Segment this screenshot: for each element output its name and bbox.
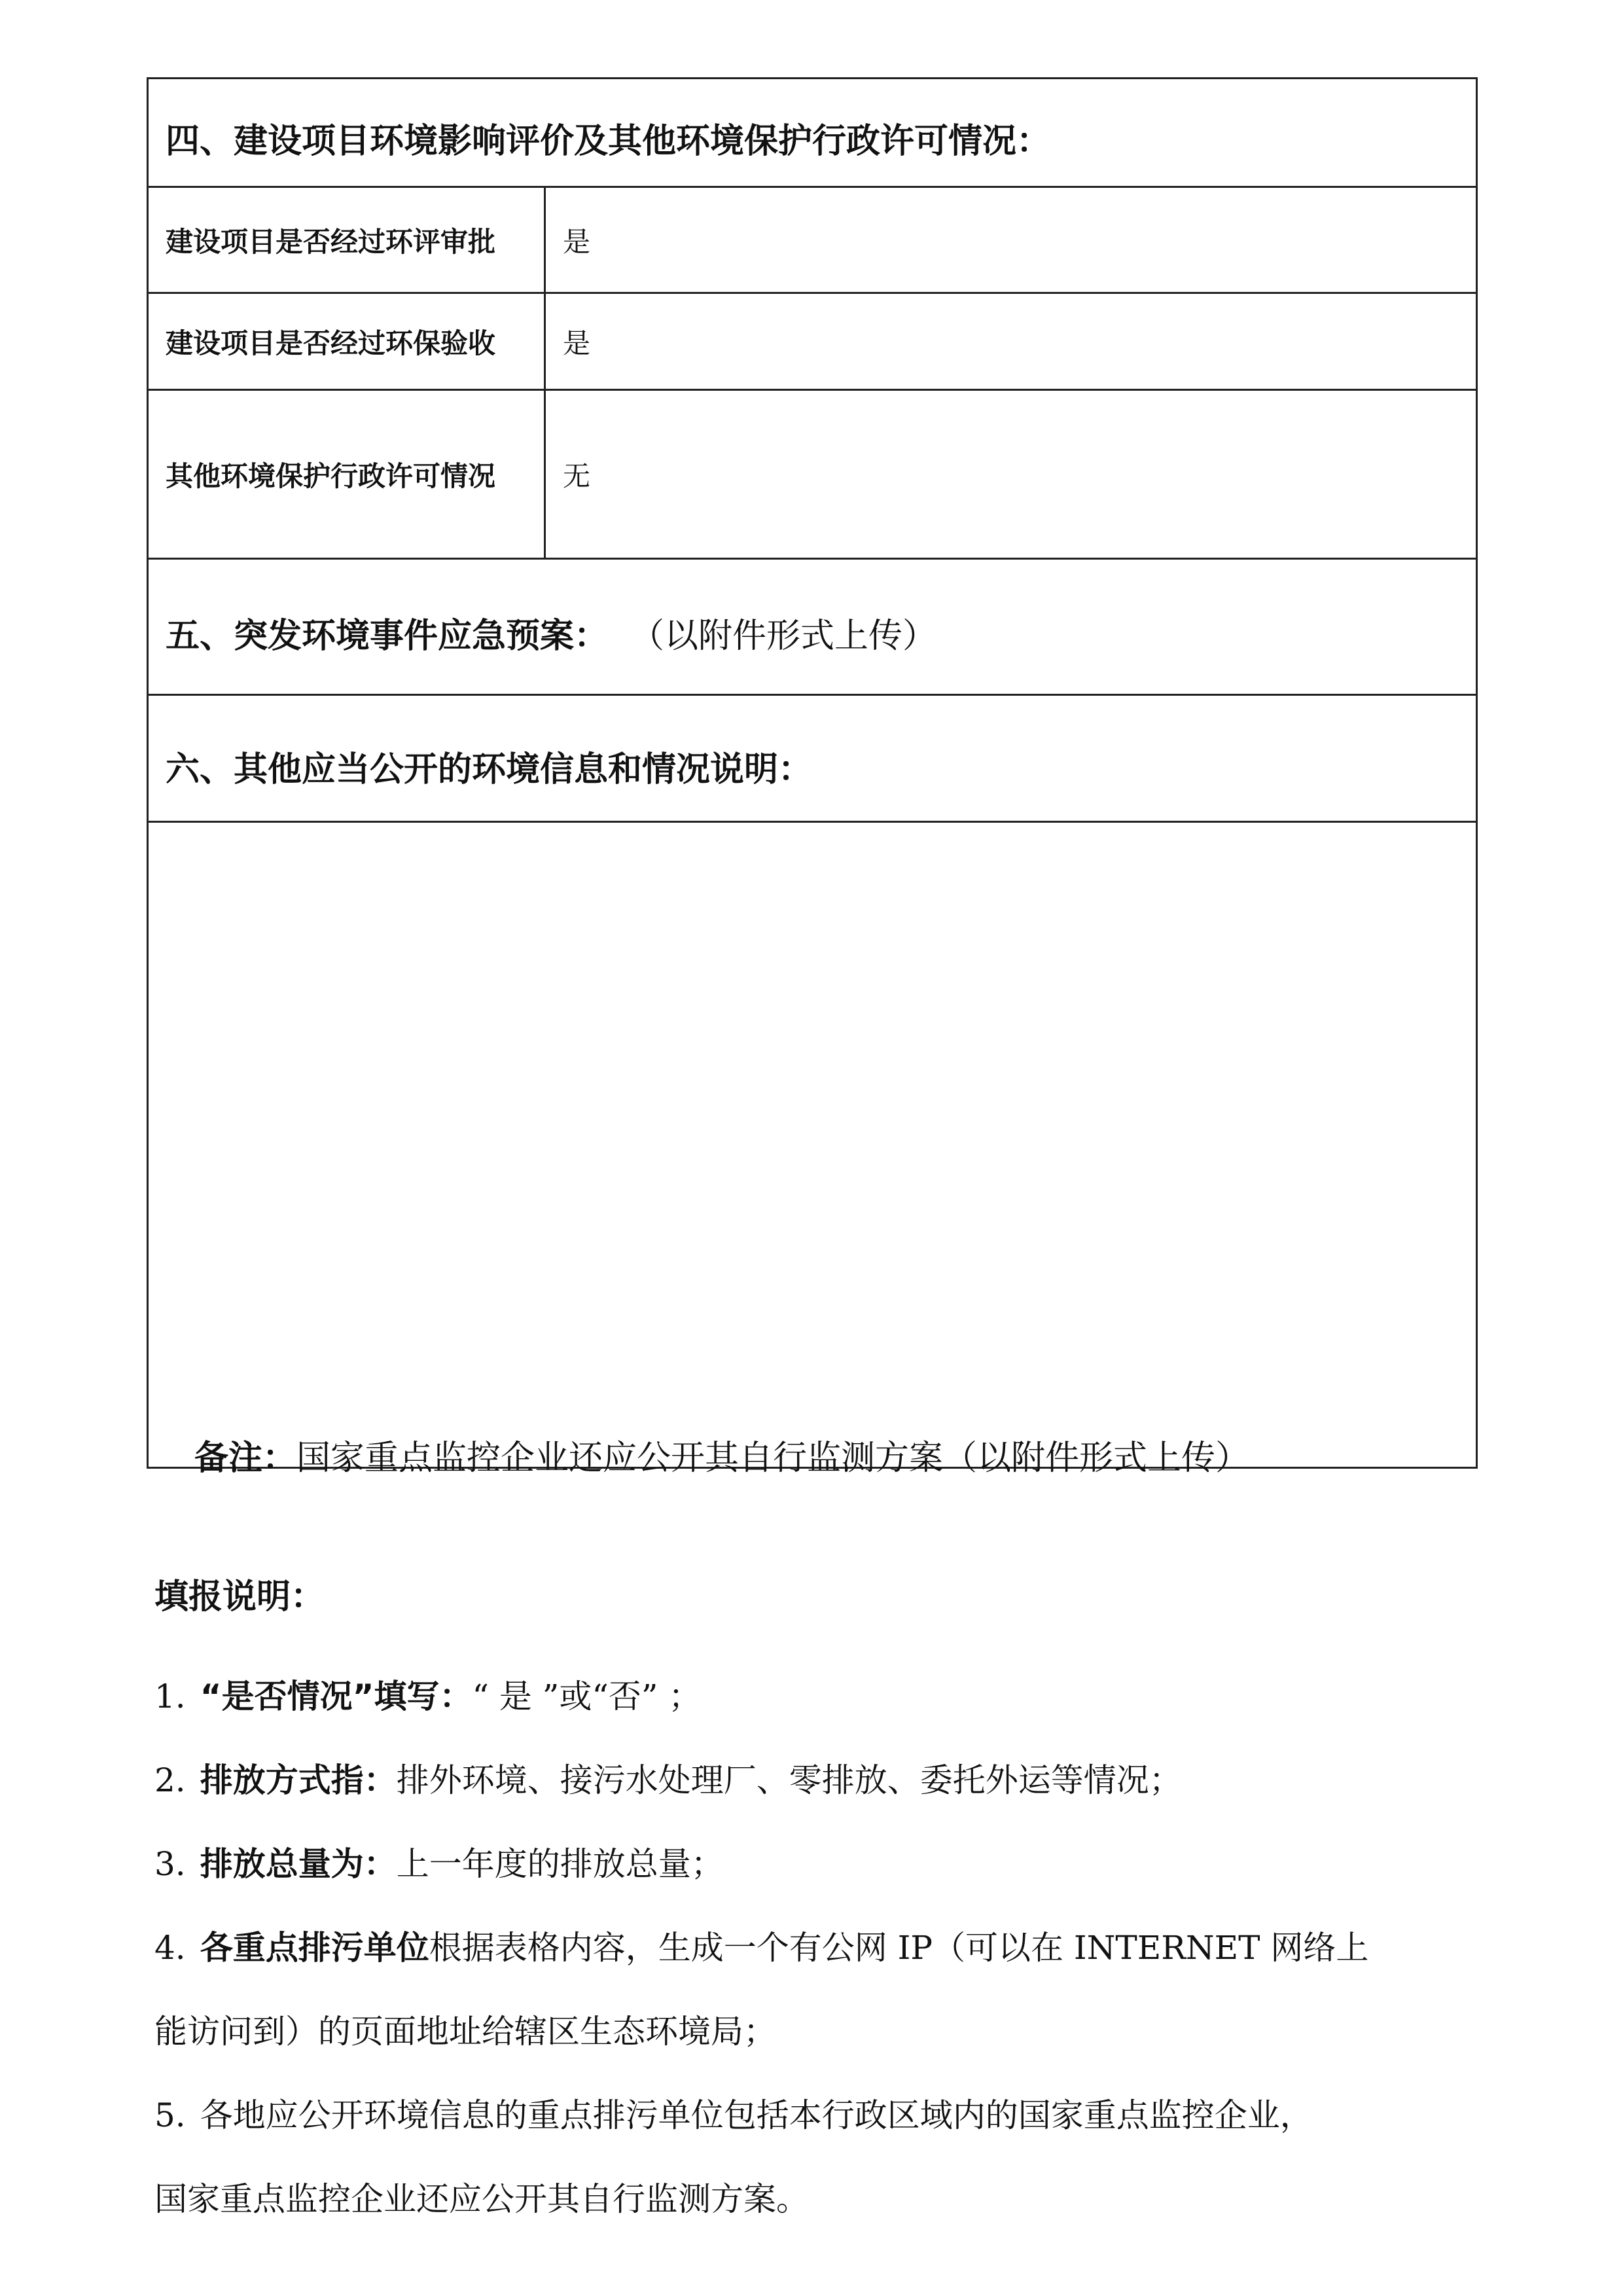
item-text: 根据表格内容，生成一个有公网 IP（可以在 INTERNET 网络上 (429, 1929, 1369, 1967)
row-label: 建设项目是否经过环保验收 (149, 294, 546, 389)
row-value: 是 (563, 327, 591, 359)
remark-label: 备注： (194, 1439, 297, 1478)
remark-text: 国家重点监控企业还应公开其自行监测方案（以附件形式上传） (296, 1439, 1250, 1478)
item-bold-text: 排放方式指： (200, 1761, 397, 1799)
item-text: 各地应公开环境信息的重点排污单位包括本行政区域内的国家重点监控企业， (200, 2096, 1313, 2134)
instruction-item-5-continued: 国家重点监控企业还应公开其自行监测方案。 (154, 2180, 809, 2218)
row-value: 是 (563, 225, 591, 258)
section4-header-row (149, 79, 1476, 188)
row-label: 其他环境保护行政许可情况 (149, 391, 546, 558)
section6-remark (194, 1430, 1249, 1479)
item-bold-text: “是否情况”填写： (200, 1677, 473, 1715)
item-number: 5. (154, 2096, 186, 2134)
section6-title: 六、其他应当公开的环境信息和情况说明： (166, 750, 813, 789)
item-text: 上一年度的排放总量； (396, 1845, 724, 1883)
section5-title (166, 608, 936, 657)
section4-row-eia-approval (149, 188, 1476, 294)
item-bold-text: 排放总量为： (200, 1845, 397, 1883)
section4-row-acceptance (149, 294, 1476, 391)
section5-row (149, 560, 1476, 696)
item-bold-text: 各重点排污单位 (200, 1929, 429, 1967)
instruction-item-3 (154, 1822, 1503, 1906)
row-value: 无 (563, 459, 591, 492)
section6-header-row (149, 696, 1476, 823)
item-number: 4. (154, 1929, 186, 1967)
section5-note: （以附件形式上传） (647, 617, 937, 656)
instruction-item-4 (154, 1906, 1503, 1990)
section4-row-other-permits (149, 391, 1476, 560)
filling-instructions (154, 1571, 1503, 2241)
instruction-item-1 (154, 1655, 1503, 1738)
item-number: 3. (154, 1845, 186, 1883)
instruction-item-4-continued: 能访问到）的页面地址给辖区生态环境局； (154, 2013, 776, 2051)
disclosure-form-table (147, 77, 1478, 1478)
item-text: 排外环境、接污水处理厂、零排放、委托外运等情况； (396, 1761, 1182, 1799)
item-number: 2. (154, 1761, 186, 1799)
row-label: 建设项目是否经过环评审批 (149, 188, 546, 292)
section5-title-text: 五、突发环境事件应急预案： (166, 617, 609, 656)
instructions-title: 填报说明： (154, 1577, 325, 1617)
section4-title: 四、建设项目环境影响评价及其他环境保护行政许可情况： (166, 122, 1051, 161)
instruction-item-2 (154, 1738, 1503, 1822)
instruction-item-5 (154, 2073, 1503, 2157)
item-number: 1. (154, 1677, 186, 1715)
item-text: “ 是 ”或“否” ； (472, 1677, 702, 1715)
